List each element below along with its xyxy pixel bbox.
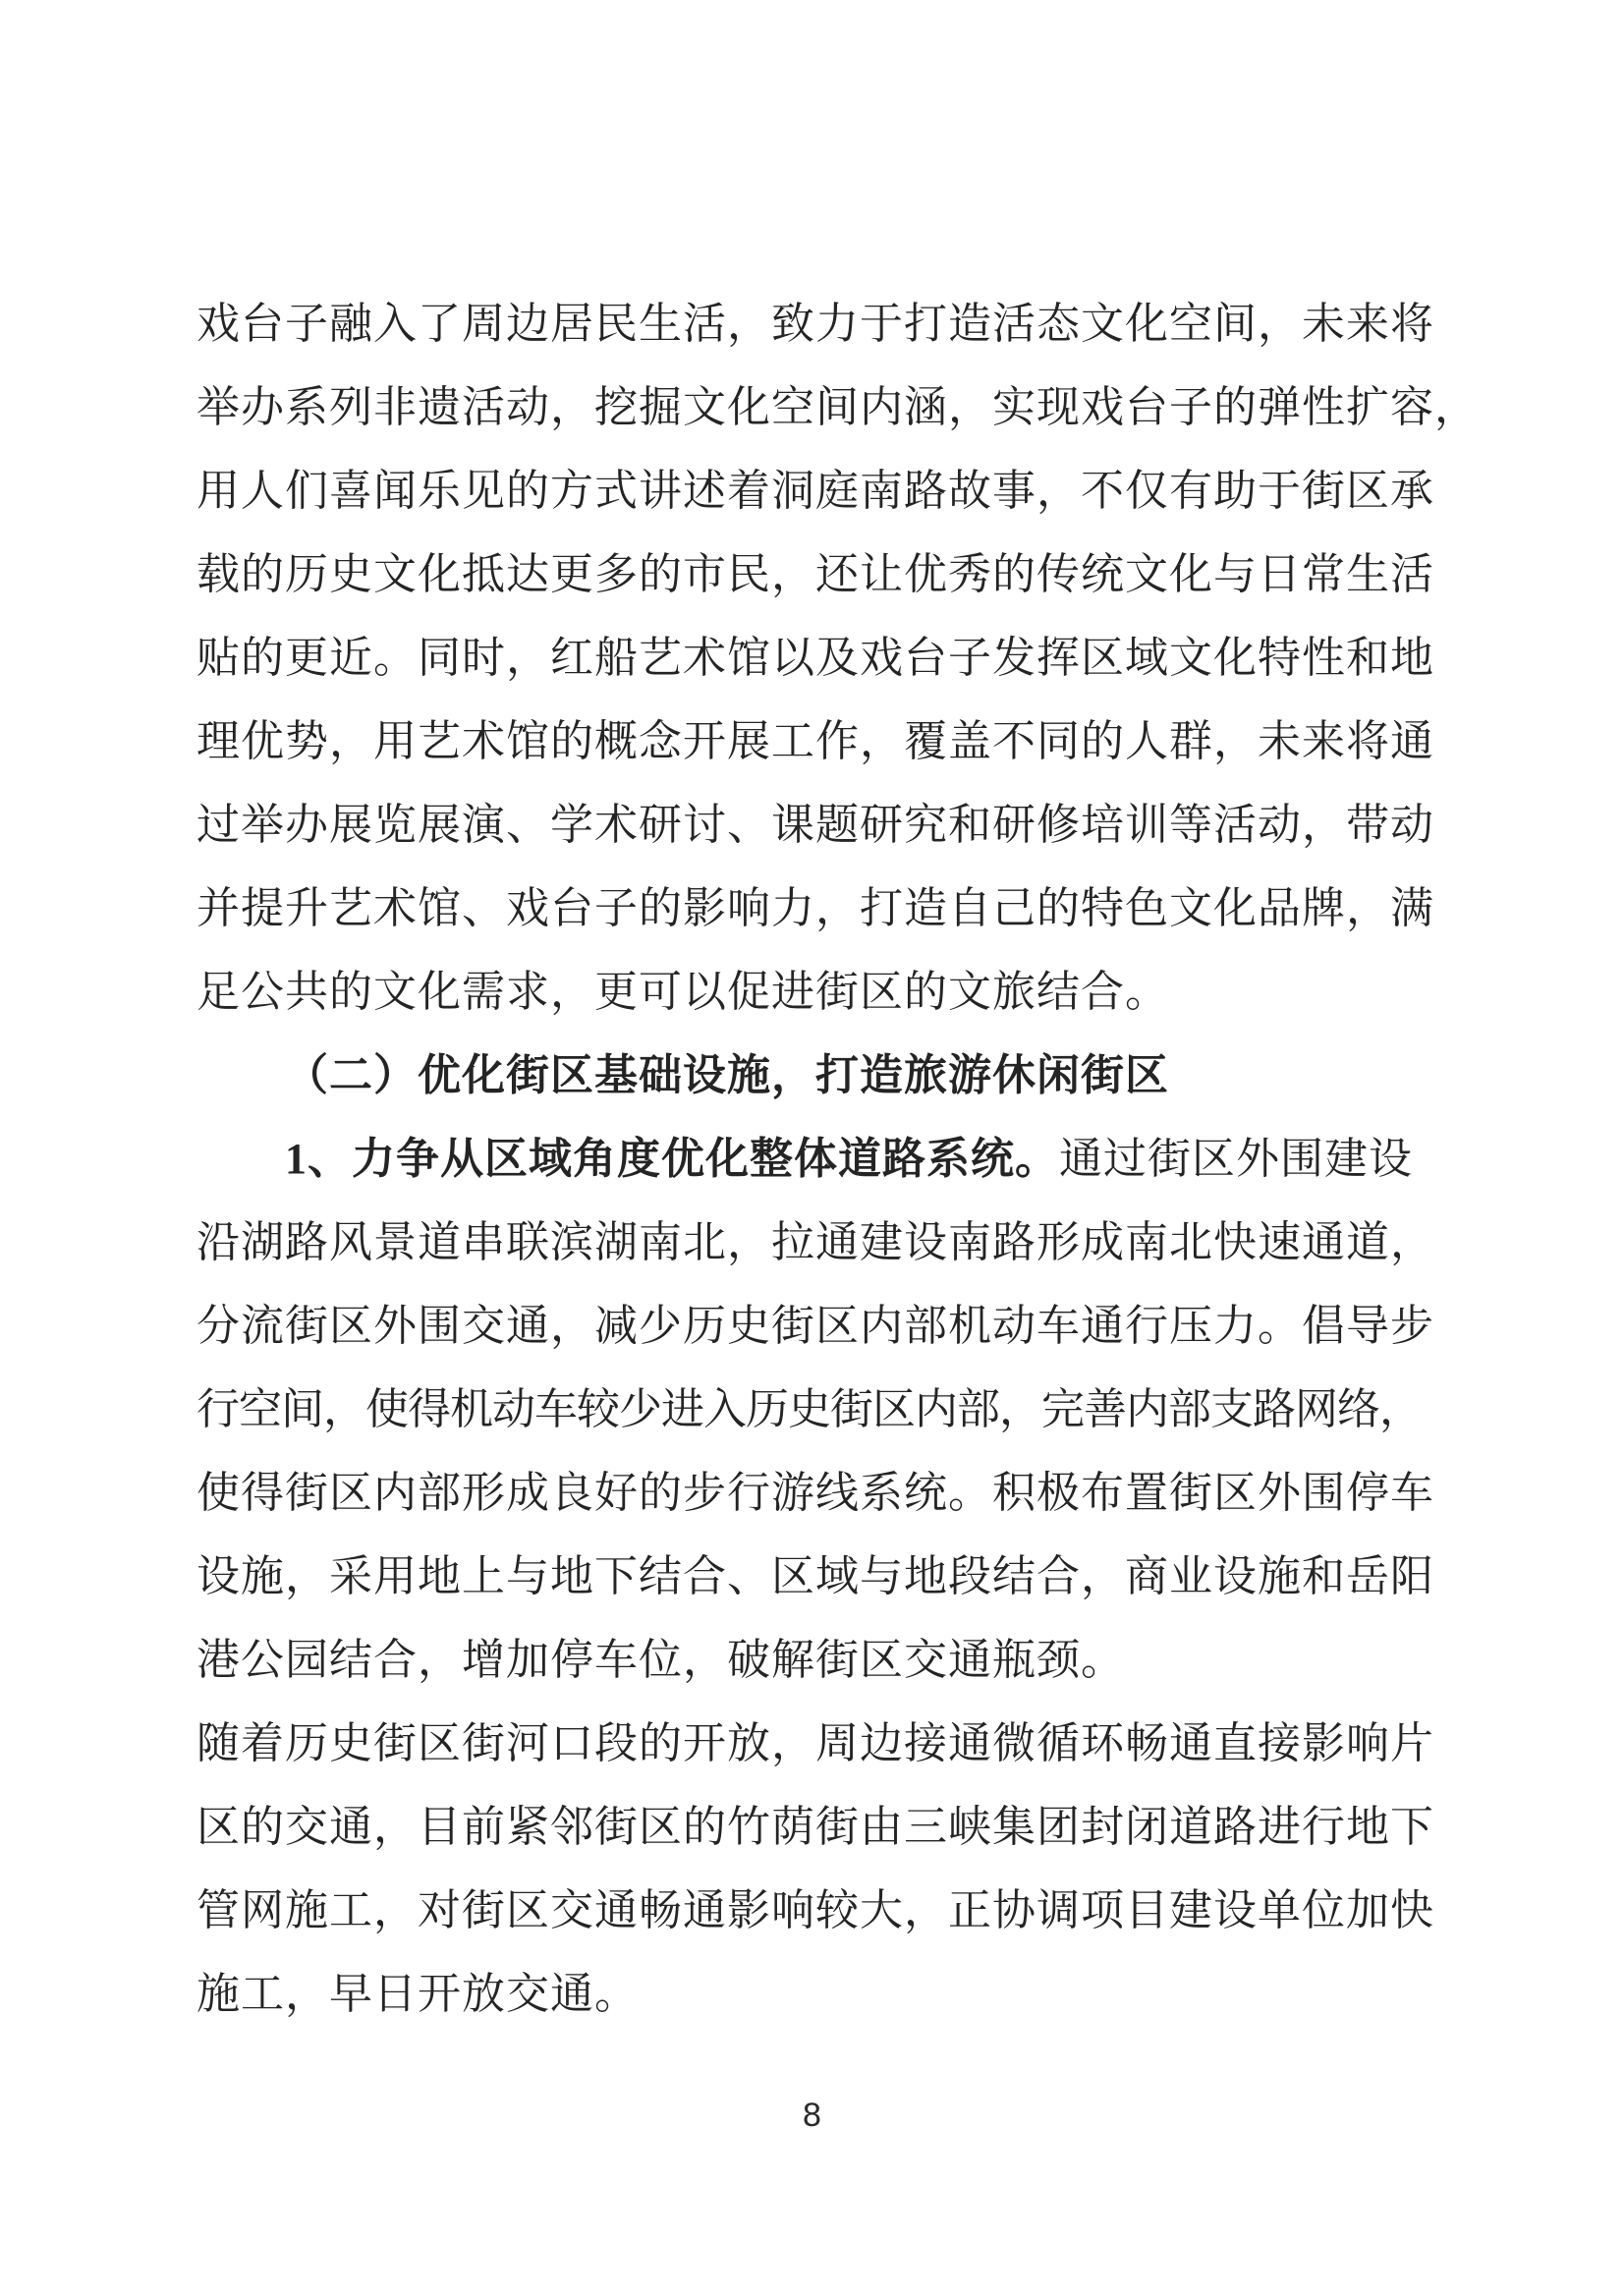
text-line: 贴的更近。同时，红船艺术馆以及戏台子发挥区域文化特性和地 xyxy=(196,634,1434,682)
text-line: 举办系列非遗活动，挖掘文化空间内涵，实现戏台子的弹性扩容， xyxy=(196,383,1479,431)
text-line: 分流街区外围交通，减少历史街区内部机动车通行压力。倡导步 xyxy=(196,1302,1434,1350)
text-block xyxy=(196,282,1479,2036)
text-line: 戏台子融入了周边居民生活，致力于打造活态文化空间，未来将 xyxy=(196,300,1434,348)
text-line: 过举办展览展演、学术研讨、课题研究和研修培训等活动，带动 xyxy=(196,801,1434,849)
text-line: 管网施工，对街区交通畅通影响较大，正协调项目建设单位加快 xyxy=(196,1886,1434,1934)
text-line: 施工，早日开放交通。 xyxy=(196,1970,639,2018)
numbered-subheading: 1、力争从区域角度优化整体道路系统。 xyxy=(285,1135,1059,1183)
text-line: 设施，采用地上与地下结合、区域与地段结合，商业设施和岳阳 xyxy=(196,1552,1434,1600)
text-line: 沿湖路风景道串联滨湖南北，拉通建设南路形成南北快速通道， xyxy=(196,1218,1434,1266)
text-line: 用人们喜闻乐见的方式讲述着洞庭南路故事，不仅有助于街区承 xyxy=(196,467,1434,515)
text-line: 港公园结合，增加停车位，破解街区交通瓶颈。 xyxy=(196,1636,1125,1684)
subheading-trailing-text: 通过街区外围建设 xyxy=(1059,1135,1413,1183)
section-heading: （二）优化街区基础设施，打造旅游休闲街区 xyxy=(285,1051,1169,1099)
text-line: 理优势，用艺术馆的概念开展工作，覆盖不同的人群，未来将通 xyxy=(196,717,1434,765)
text-line: 使得街区内部形成良好的步行游线系统。积极布置街区外围停车 xyxy=(196,1469,1434,1517)
text-line: 载的历史文化抵达更多的市民，还让优秀的传统文化与日常生活 xyxy=(196,550,1434,598)
text-line: 并提升艺术馆、戏台子的影响力，打造自己的特色文化品牌，满 xyxy=(196,884,1434,932)
text-line: 行空间，使得机动车较少进入历史街区内部，完善内部支路网络， xyxy=(196,1385,1422,1433)
text-line xyxy=(196,1117,1436,1201)
text-line: 足公共的文化需求，更可以促进街区的文旅结合。 xyxy=(196,968,1169,1016)
text-line: 随着历史街区街河口段的开放，周边接通微循环畅通直接影响片 xyxy=(196,1719,1434,1767)
page-number: 8 xyxy=(803,2097,821,2134)
text-line: 区的交通，目前紧邻街区的竹荫街由三峡集团封闭道路进行地下 xyxy=(196,1803,1434,1851)
